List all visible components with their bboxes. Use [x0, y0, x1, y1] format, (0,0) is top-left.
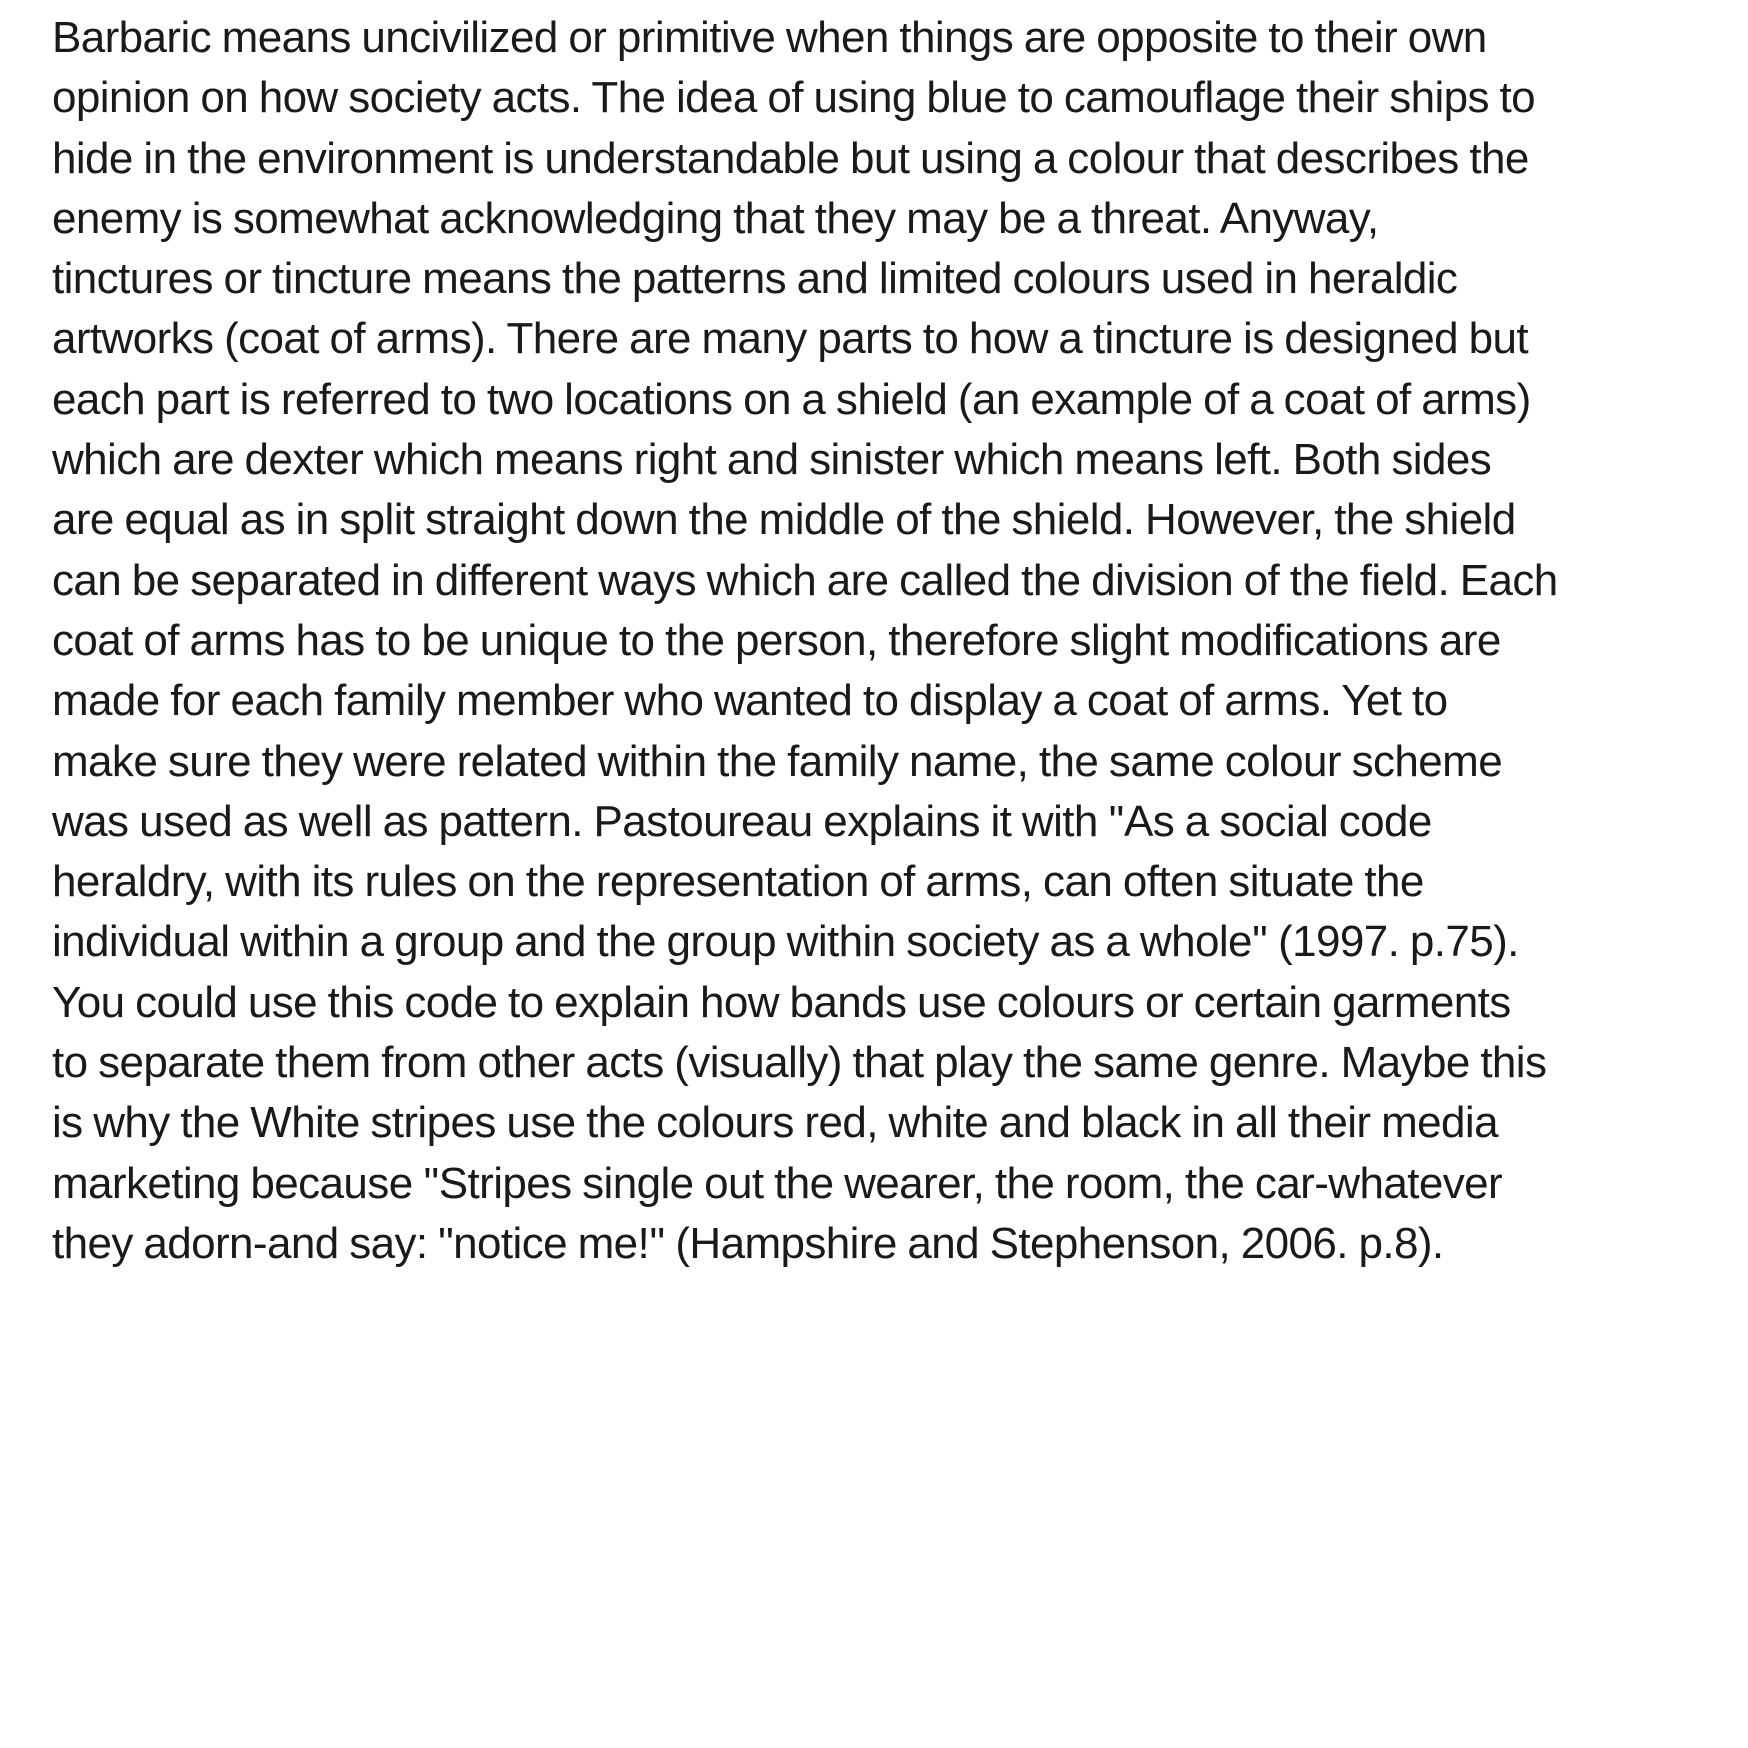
text-line: opinion on how society acts. The idea of using blue to camouflage their ships to — [52, 73, 1536, 123]
text-line: marketing because ''Stripes single out the wearer, the room, the car-whatever — [52, 1158, 1503, 1208]
text-line: coat of arms has to be unique to the person, therefore slight modifications are — [52, 615, 1501, 665]
text-line: can be separated in different ways which are called the division of the field. Each — [52, 555, 1558, 605]
text-line: You could use this code to explain how bands use colours or certain garments — [52, 977, 1511, 1027]
text-line: which are dexter which means right and sinister which means left. Both sides — [52, 435, 1492, 485]
text-line: each part is referred to two locations on a shield (an example of a coat of arms) — [52, 374, 1531, 424]
text-line: heraldry, with its rules on the representation of arms, can often situate the — [52, 857, 1424, 907]
text-line: Barbaric means uncivilized or primitive when things are opposite to their own — [52, 13, 1487, 62]
text-line: enemy is somewhat acknowledging that they may be a threat. Anyway, — [52, 193, 1379, 243]
text-line: tinctures or tincture means the patterns and limited colours used in heraldic — [52, 254, 1458, 304]
text-line: are equal as in split straight down the middle of the shield. However, the shield — [52, 495, 1516, 545]
text-line: make sure they were related within the family name, the same colour scheme — [52, 736, 1503, 786]
text-line: made for each family member who wanted to display a coat of arms. Yet to — [52, 676, 1448, 726]
text-line: they adorn-and say: "notice me!'' (Hampshire and Stephenson, 2006. p.8). — [52, 1218, 1444, 1268]
text-line: artworks (coat of arms). There are many parts to how a tincture is designed but — [52, 314, 1529, 364]
text-line: was used as well as pattern. Pastoureau explains it with ''As a social code — [52, 796, 1432, 846]
document-body — [52, 8, 1732, 1274]
text-line: individual within a group and the group within society as a whole'' (1997. p.75). — [52, 917, 1519, 967]
text-line: is why the White stripes use the colours red, white and black in all their media — [52, 1098, 1498, 1148]
text-line: to separate them from other acts (visually) that play the same genre. Maybe this — [52, 1038, 1547, 1088]
text-line: hide in the environment is understandable but using a colour that describes the — [52, 133, 1529, 183]
